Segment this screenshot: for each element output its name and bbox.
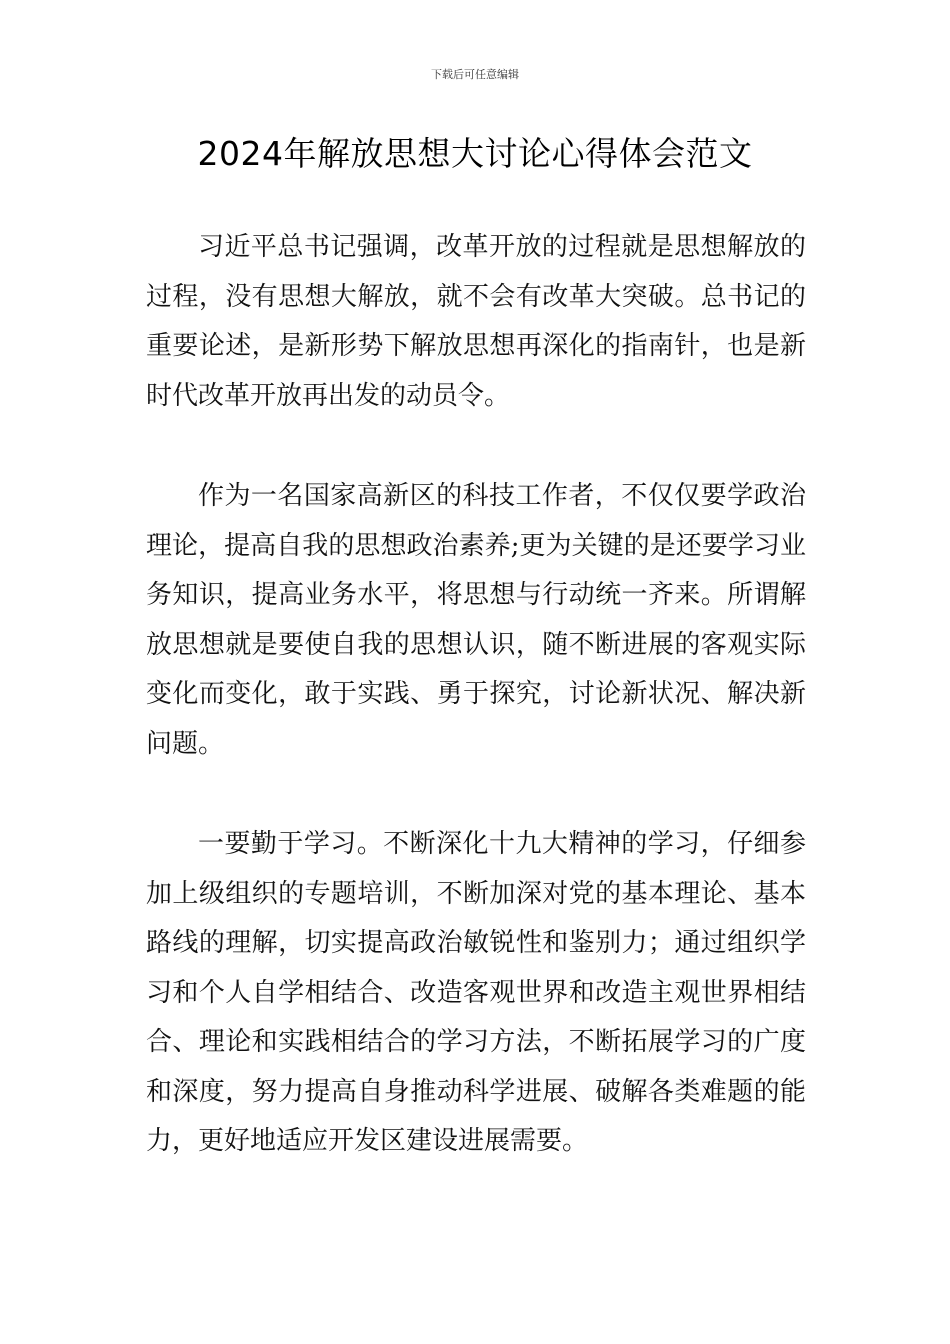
document-title: 2024年解放思想大讨论心得体会范文 xyxy=(197,134,753,173)
header-note: 下载后可任意编辑 xyxy=(431,68,519,81)
paragraph-1: 习近平总书记强调，改革开放的过程就是思想解放的过程，没有思想大解放，就不会有改革大突破。总书记的重要论述，是新形势下解放思想再深化的指南针，也是新时代改革开放再出发的动员令。 xyxy=(146,232,806,411)
paragraph-3: 一要勤于学习。不断深化十九大精神的学习，仔细参加上级组织的专题培训，不断加深对党的基本理论、基本路线的理解，切实提高政治敏锐性和鉴别力；通过组织学习和个人自学相结合、改造客观世界和改造主观世界相结合、理论和实践相结合的学习方法，不断拓展学习的广度和深度，努力提高自身推动科学进展、破解各类难题的能力，更好地适应开发区建设进展需要。 xyxy=(146,829,806,1156)
paragraph-2: 作为一名国家高新区的科技工作者，不仅仅要学政治理论，提高自我的思想政治素养;更为关键的是还要学习业务知识，提高业务水平，将思想与行动统一齐来。所谓解放思想就是要使自我的思想认识，随不断进展的客观实际变化而变化，敢于实践、勇于探究，讨论新状况、解决新问题。 xyxy=(146,481,806,759)
